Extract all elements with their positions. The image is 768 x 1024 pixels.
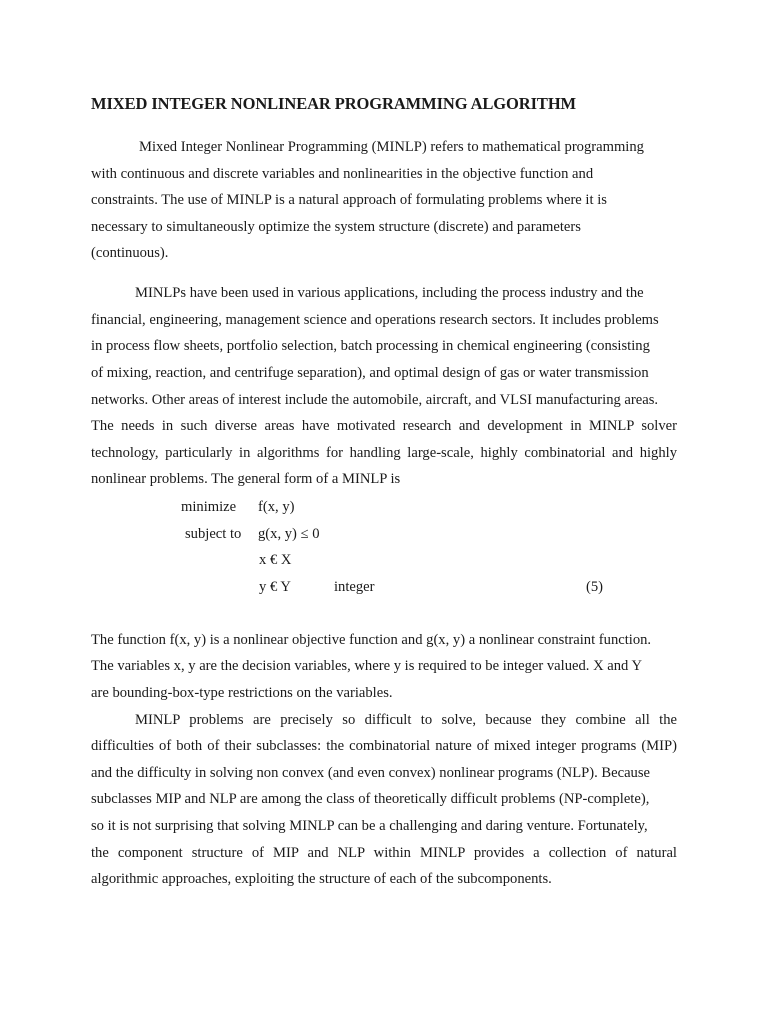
text-line: algorithmic approaches, exploiting the structure of each of the subcomponents. (91, 871, 552, 887)
formula-subject-label: subject to (185, 526, 242, 542)
text-line: constraints. The use of MINLP is a natural approach of formulating problems where it is (91, 192, 607, 208)
text-line: are bounding-box-type restrictions on the variables. (91, 685, 393, 701)
formula-objective: f(x, y) (258, 499, 295, 515)
text-line: the component structure of MIP and NLP within MINLP provides a collection of natural (91, 845, 677, 861)
text-line: The needs in such diverse areas have motivated research and development in MINLP solver (91, 418, 677, 434)
text-line: MINLP problems are precisely so difficult to solve, because they combine all the (135, 712, 677, 728)
text-line: financial, engineering, management science and operations research sectors. It includes problems (91, 312, 659, 328)
formula-constraint: x € X (259, 552, 292, 568)
text-line: (continuous). (91, 245, 169, 261)
text-line: technology, particularly in algorithms for handling large-scale, highly combinatorial and highly (91, 445, 677, 461)
text-line: and the difficulty in solving non convex (and even convex) nonlinear programs (NLP). Because (91, 765, 651, 781)
text-line: with continuous and discrete variables and nonlinearities in the objective function and (91, 166, 594, 182)
text-line: Mixed Integer Nonlinear Programming (MINLP) refers to mathematical programming (139, 139, 644, 155)
text-line: difficulties of both of their subclasses: the combinatorial nature of mixed integer programs (MIP) (91, 738, 677, 754)
text-line: subclasses MIP and NLP are among the class of theoretically difficult problems (NP-complete), (91, 791, 650, 807)
text-line: networks. Other areas of interest include the automobile, aircraft, and VLSI manufacturing areas. (91, 392, 659, 408)
text-line: The function f(x, y) is a nonlinear objective function and g(x, y) a nonlinear constraint function. (91, 632, 652, 648)
text-line: so it is not surprising that solving MINLP can be a challenging and daring venture. Fortunately, (91, 818, 648, 834)
formula-constraint: y € Y (259, 579, 291, 595)
text-line: necessary to simultaneously optimize the system structure (discrete) and parameters (91, 219, 581, 235)
formula-minimize-label: minimize (181, 499, 237, 515)
formula-integer-note: integer (334, 579, 375, 595)
text-line: of mixing, reaction, and centrifuge separation), and optimal design of gas or water transmission (91, 365, 649, 381)
formula-constraint: g(x, y) ≤ 0 (258, 526, 320, 542)
document-title: MIXED INTEGER NONLINEAR PROGRAMMING ALGORITHM (91, 94, 577, 113)
text-line: nonlinear problems. The general form of a MINLP is (91, 471, 401, 487)
text-line: in process flow sheets, portfolio selection, batch processing in chemical engineering (consisting (91, 338, 650, 354)
text-line: The variables x, y are the decision variables, where y is required to be integer valued. X and Y (91, 658, 642, 674)
equation-number: (5) (586, 579, 604, 595)
text-line: MINLPs have been used in various applications, including the process industry and the (135, 285, 644, 301)
